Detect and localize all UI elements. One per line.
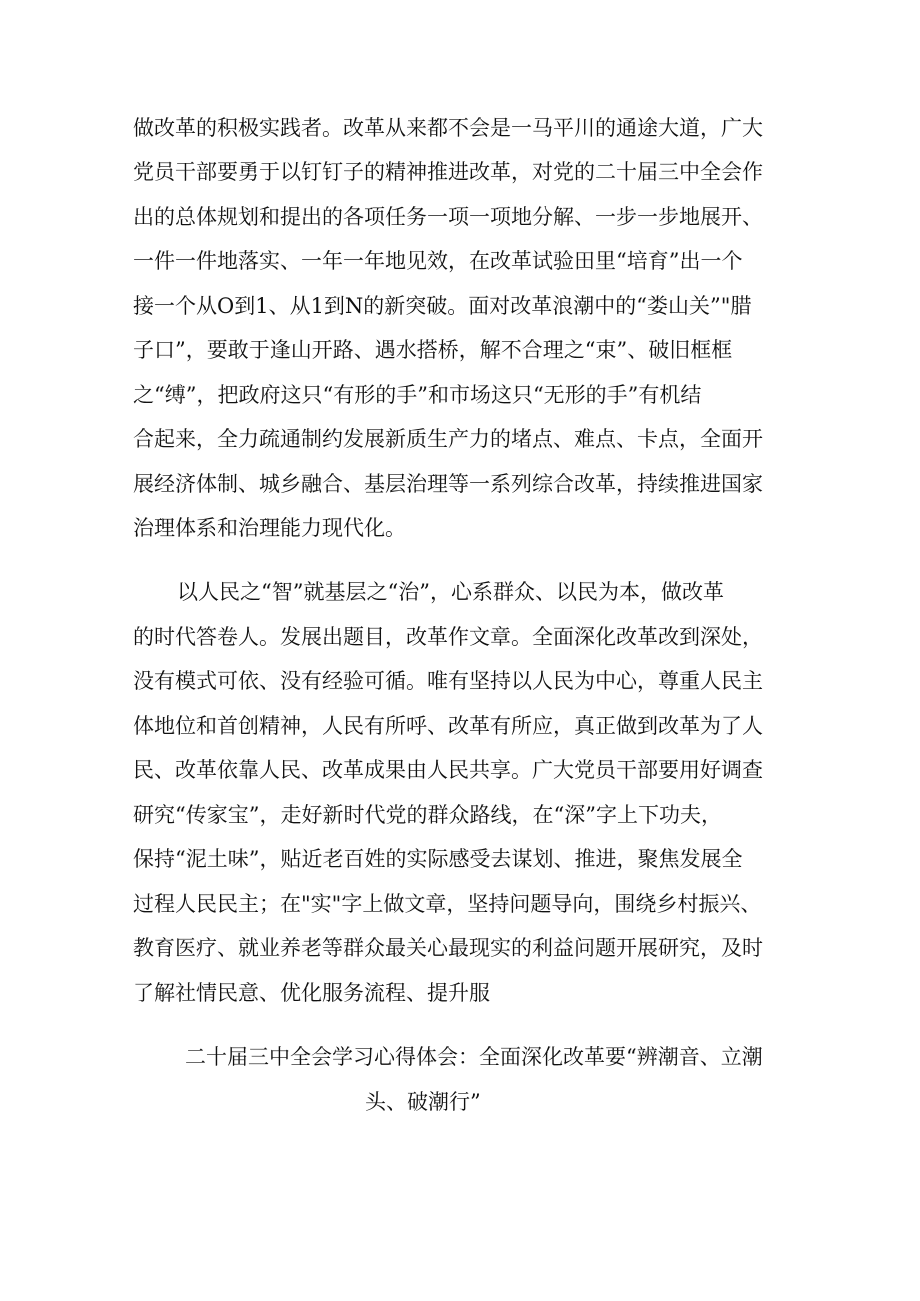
paragraph-1-line-6: 子口”，要敢于逢山开路、遇水搭桥，解不合理之“束”、破旧框框	[133, 338, 733, 362]
paragraph-1-line-4: 一件一件地落实、一年一年地见效，在改革试验田里“培育”出一个	[133, 249, 743, 273]
paragraph-2-line-3: 没有模式可依、没有经验可循。唯有坚持以人民为中心，尊重人民主	[133, 669, 763, 693]
paragraph-1-line-10: 治理体系和治理能力现代化。	[133, 516, 406, 540]
paragraph-2-line-6: 研究“传家宝”，走好新时代党的群众路线，在“深”字上下功夫，	[133, 803, 722, 827]
paragraph-2-line-4: 体地位和首创精神，人民有所呼、改革有所应，真正做到改革为了人	[133, 714, 763, 738]
paragraph-1-line-2: 党员干部要勇于以钉钉子的精神推进改革，对党的二十届三中全会作	[133, 160, 763, 184]
paragraph-1-line-1: 做改革的积极实践者。改革从来都不会是一马平川的通途大道，广大	[133, 116, 763, 140]
paragraph-2-line-9: 教育医疗、就业养老等群众最关心最现实的利益问题开展研究，及时	[133, 936, 763, 960]
paragraph-2-line-1: 以人民之“智”就基层之“治”，心系群众、以民为本，做改革	[177, 580, 724, 604]
paragraph-2-line-10: 了解社情民意、优化服务流程、提升服	[133, 981, 490, 1005]
paragraph-1-line-5: 接一个从O到1、从1到N的新突破。面对改革浪潮中的“娄山关”"腊	[133, 294, 752, 318]
article-title-line-2: 头、破潮行”	[365, 1090, 481, 1114]
paragraph-2-line-8: 过程人民民主；在"实"字上做文章，坚持问题导向，围绕乡村振兴、	[133, 892, 762, 916]
paragraph-1-line-8: 合起来，全力疏通制约发展新质生产力的堵点、难点、卡点，全面开	[133, 427, 763, 451]
paragraph-2-line-5: 民、改革依靠人民、改革成果由人民共享。广大党员干部要用好调查	[133, 758, 763, 782]
paragraph-2-line-2: 的时代答卷人。发展出题目，改革作文章。全面深化改革改到深处，	[133, 625, 763, 649]
paragraph-1-line-9: 展经济体制、城乡融合、基层治理等一系列综合改革，持续推进国家	[133, 472, 763, 496]
paragraph-2-line-7: 保持“泥土味”，贴近老百姓的实际感受去谋划、推进，聚焦发展全	[133, 847, 743, 871]
article-title-line-1: 二十届三中全会学习心得体会：全面深化改革要“辨潮音、立潮	[185, 1045, 763, 1069]
paragraph-1-line-3: 出的总体规划和提出的各项任务一项一项地分解、一步一步地展开、	[133, 205, 763, 229]
paragraph-1-line-7: 之“缚”，把政府这只“有形的手”和市场这只“无形的手”有机结	[133, 383, 702, 407]
